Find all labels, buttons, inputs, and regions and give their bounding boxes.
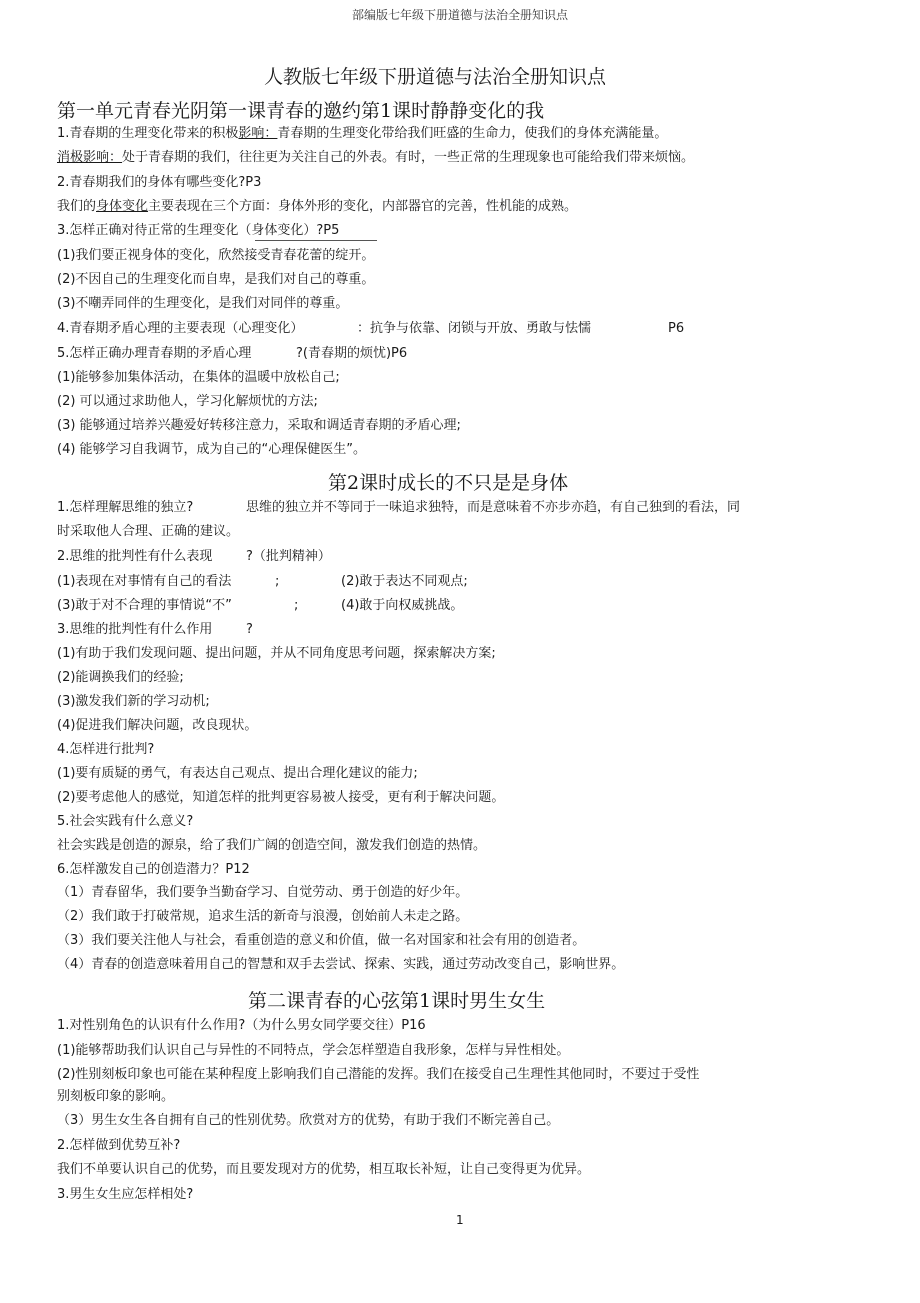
question-2: 2.青春期我们的身体有哪些变化?P3 <box>57 175 262 190</box>
answer-3-item: (2)能调换我们的经验; <box>57 670 184 685</box>
lesson-title: 第二课青春的心弦第1课时男生女生 <box>248 990 546 1012</box>
answer-2 <box>57 199 577 215</box>
question-3: 3.怎样正确对待正常的生理变化（身体变化）?P5 <box>57 223 340 238</box>
question-1-answer: 青春期的生理变化带给我们旺盛的生命力，使我们的身体充满能量。 <box>277 126 668 141</box>
question-1-text: 1.青春期的生理变化带来的积极 <box>57 126 239 141</box>
answer-3-item: (4)促进我们解决问题，改良现状。 <box>57 718 258 733</box>
answer-5-item: (3) 能够通过培养兴趣爱好转移注意力，采取和调适青春期的矛盾心理; <box>57 418 461 433</box>
unit-title: 第一单元青春光阴第一课青春的邀约第1课时静静变化的我 <box>57 100 545 122</box>
question-4-answer: ：抗争与依靠、闭锁与开放、勇敢与怯懦 <box>357 321 592 336</box>
answer-5: 社会实践是创造的源泉，给了我们广阔的创造空间，激发我们创造的热情。 <box>57 838 487 853</box>
question-1: 1.对性别角色的认识有什么作用?（为什么男女同学要交往）P16 <box>57 1018 426 1033</box>
answer-5-item: (1)能够参加集体活动，在集体的温暖中放松自己; <box>57 370 340 385</box>
answer-2-item: (4)敢于向权威挑战。 <box>341 598 464 613</box>
answer-6-item: （3）我们要关注他人与社会，看重创造的意义和价值，做一名对国家和社会有用的创造者。 <box>57 933 586 948</box>
answer-3-item: (1)我们要正视身体的变化，欣然接受青春花蕾的绽开。 <box>57 248 375 263</box>
answer-2-item: (1)表现在对事情有自己的看法 <box>57 574 232 589</box>
question-5: 5.怎样正确办理青春期的矛盾心理 <box>57 346 252 361</box>
question-3-underline <box>255 240 377 241</box>
question-2-suffix: ?（批判精神） <box>246 549 331 564</box>
negative-effect <box>57 150 694 166</box>
page-number: 1 <box>456 1213 464 1227</box>
question-1-underlined: 影响： <box>238 126 278 141</box>
question-4: 4.怎样进行批判? <box>57 742 155 757</box>
negative-effect-label: 消极影响： <box>57 150 123 165</box>
question-3-suffix: ? <box>246 622 253 637</box>
question-4: 4.青春期矛盾心理的主要表现（心理变化） <box>57 321 304 336</box>
answer-2-item: (3)敢于对不合理的事情说“不” <box>57 598 232 613</box>
answer-1-item: （3）男生女生各自拥有自己的性别优势。欣赏对方的优势，有助于我们不断完善自己。 <box>57 1113 560 1128</box>
answer-3-item: (1)有助于我们发现问题、提出问题，并从不同角度思考问题，探索解决方案; <box>57 646 496 661</box>
answer-1: 思维的独立并不等同于一味追求独特，而是意味着不亦步亦趋，有自己独到的看法，同 <box>246 500 741 515</box>
question-3: 3.男生女生应怎样相处? <box>57 1187 194 1202</box>
answer-6-item: （4）青春的创造意味着用自己的智慧和双手去尝试、探索、实践，通过劳动改变自己，影响世界。 <box>57 957 625 972</box>
answer-1-item: (1)能够帮助我们认识自己与异性的不同特点，学会怎样塑造自我形象，怎样与异性相处。 <box>57 1043 570 1058</box>
question-3: 3.思维的批判性有什么作用 <box>57 622 213 637</box>
question-2: 2.思维的批判性有什么表现 <box>57 549 213 564</box>
answer-1-cont: 时采取他人合理、正确的建议。 <box>57 524 240 539</box>
question-6: 6.怎样激发自己的创造潜力？P12 <box>57 862 250 877</box>
answer-3-item: (3)不嘲弄同伴的生理变化，是我们对同伴的尊重。 <box>57 296 349 311</box>
question-1 <box>57 126 667 142</box>
answer-2-prefix: 我们的 <box>57 199 97 214</box>
answer-2-sep: ; <box>294 598 299 613</box>
answer-2-item: (2)敢于表达不同观点; <box>341 574 468 589</box>
answer-3-item: (2)不因自己的生理变化而自卑，是我们对自己的尊重。 <box>57 272 375 287</box>
answer-2-sep: ; <box>275 574 280 589</box>
answer-5-item: (4) 能够学习自我调节，成为自己的“心理保健医生”。 <box>57 442 367 457</box>
negative-effect-text: 处于青春期的我们，往往更为关注自己的外表。有时，一些正常的生理现象也可能给我们带来烦恼。 <box>122 150 695 165</box>
question-5-suffix: ?(青春期的烦忧)P6 <box>296 346 408 361</box>
answer-6-item: （1）青春留华，我们要争当勤奋学习、自觉劳动、勇于创造的好少年。 <box>57 885 469 900</box>
answer-2: 我们不单要认识自己的优势，而且要发现对方的优势，相互取长补短，让自己变得更为优异。 <box>57 1162 591 1177</box>
question-4-page: P6 <box>668 321 685 336</box>
question-5: 5.社会实践有什么意义? <box>57 814 194 829</box>
answer-2-text: 主要表现在三个方面：身体外形的变化，内部器官的完善，性机能的成熟。 <box>148 199 578 214</box>
lesson-title: 第2课时成长的不只是是身体 <box>328 472 569 494</box>
answer-1-item-cont: 别刻板印象的影响。 <box>57 1089 175 1104</box>
answer-4-item: (2)要考虑他人的感觉，知道怎样的批判更容易被人接受，更有利于解决问题。 <box>57 790 505 805</box>
document-title: 人教版七年级下册道德与法治全册知识点 <box>264 66 607 88</box>
running-header: 部编版七年级下册道德与法治全册知识点 <box>351 8 568 22</box>
question-2: 2.怎样做到优势互补? <box>57 1138 181 1153</box>
answer-2-underlined: 身体变化 <box>96 199 149 214</box>
answer-1-item: (2)性别刻板印象也可能在某种程度上影响我们自己潜能的发挥。我们在接受自己生理性其他同时，不要过于受性 <box>57 1067 700 1082</box>
answer-4-item: (1)要有质疑的勇气，有表达自己观点、提出合理化建议的能力; <box>57 766 418 781</box>
answer-3-item: (3)激发我们新的学习动机; <box>57 694 210 709</box>
answer-5-item: (2) 可以通过求助他人，学习化解烦忧的方法; <box>57 394 318 409</box>
question-1: 1.怎样理解思维的独立? <box>57 500 194 515</box>
answer-6-item: （2）我们敢于打破常规，追求生活的新奇与浪漫，创始前人未走之路。 <box>57 909 469 924</box>
